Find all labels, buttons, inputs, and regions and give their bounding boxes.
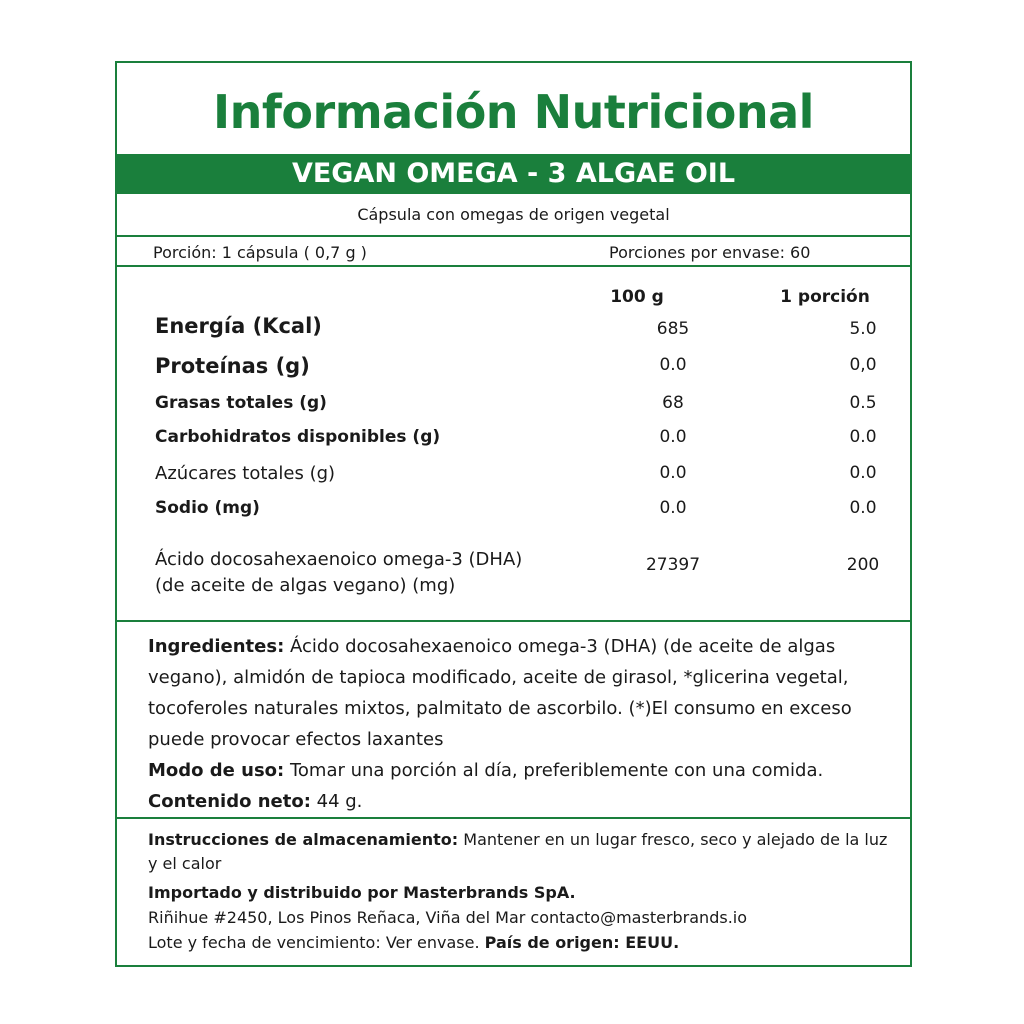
- usage-label: Modo de uso:: [148, 760, 285, 781]
- value-100g: 0.0: [659, 498, 687, 518]
- ingredients-text: Ácido docosahexaenoico omega-3 (DHA) (de aceite de algas vegano), almidón de tapioca modificado, aceite de girasol, *glicerina vegetal, tocoferoles naturales mixtos, palmitato de ascorbilo. (*)El consumo en exceso puede provocar efectos laxantes: [148, 636, 852, 750]
- lot-paragraph: [148, 931, 888, 955]
- usage-paragraph: [148, 755, 888, 817]
- value-portion: 0,0: [849, 355, 877, 375]
- value-portion: 200: [846, 555, 880, 575]
- ingredients-label: Ingredientes:: [148, 636, 285, 657]
- importer-address: Riñihue #2450, Los Pinos Reñaca, Viña del Mar contacto@masterbrands.io: [148, 908, 748, 927]
- storage-paragraph: [148, 828, 888, 876]
- row-label: Sodio (mg): [155, 498, 260, 518]
- value-100g: 0.0: [659, 355, 687, 375]
- ingredients-paragraph: [148, 631, 888, 755]
- product-subtitle: Cápsula con omegas de origen vegetal: [357, 205, 670, 224]
- row-label: Grasas totales (g): [155, 393, 327, 413]
- row-label-continued: (de aceite de algas vegano) (mg): [155, 575, 456, 596]
- nutrition-label-panel: [115, 61, 912, 967]
- divider: [117, 620, 910, 622]
- serving-size: Porción: 1 cápsula ( 0,7 g ): [153, 243, 367, 262]
- storage-text: Mantener en un lugar fresco, seco y alejado de la luz y el calor: [148, 830, 888, 873]
- value-100g: 685: [656, 319, 690, 339]
- row-label: Proteínas (g): [155, 354, 310, 378]
- value-100g: 0.0: [659, 463, 687, 483]
- divider: [117, 817, 910, 819]
- value-portion: 0.0: [849, 427, 877, 447]
- usage-text: Tomar una porción al día, preferiblemente con una comida.: [284, 760, 824, 781]
- row-label: Azúcares totales (g): [155, 463, 336, 484]
- lot-text: Lote y fecha de vencimiento: Ver envase.: [148, 933, 485, 952]
- row-label: Ácido docosahexaenoico omega-3 (DHA): [155, 549, 523, 570]
- value-portion: 0.5: [849, 393, 877, 413]
- page-title: Información Nutricional: [213, 85, 814, 139]
- servings-per-container: Porciones por envase: 60: [609, 243, 811, 262]
- origin-text: País de origen: EEUU.: [484, 933, 680, 952]
- column-header-portion: 1 porción: [780, 287, 870, 307]
- net-content-value: 44 g.: [310, 791, 363, 812]
- product-name-band: VEGAN OMEGA - 3 ALGAE OIL: [117, 154, 910, 194]
- value-portion: 0.0: [849, 498, 877, 518]
- importer-label: [148, 881, 888, 905]
- storage-label: Instrucciones de almacenamiento:: [148, 830, 459, 849]
- row-label: Carbohidratos disponibles (g): [155, 427, 441, 447]
- value-100g: 0.0: [659, 427, 687, 447]
- column-header-100g: 100 g: [610, 287, 664, 307]
- divider: [117, 265, 910, 267]
- divider: [117, 235, 910, 237]
- value-portion: 0.0: [849, 463, 877, 483]
- net-content-label: Contenido neto:: [148, 791, 311, 812]
- row-label: Energía (Kcal): [155, 314, 322, 338]
- value-100g: 27397: [645, 555, 701, 575]
- importer-name: Importado y distribuido por Masterbrands SpA.: [148, 883, 576, 902]
- value-portion: 5.0: [849, 319, 877, 339]
- value-100g: 68: [662, 393, 684, 413]
